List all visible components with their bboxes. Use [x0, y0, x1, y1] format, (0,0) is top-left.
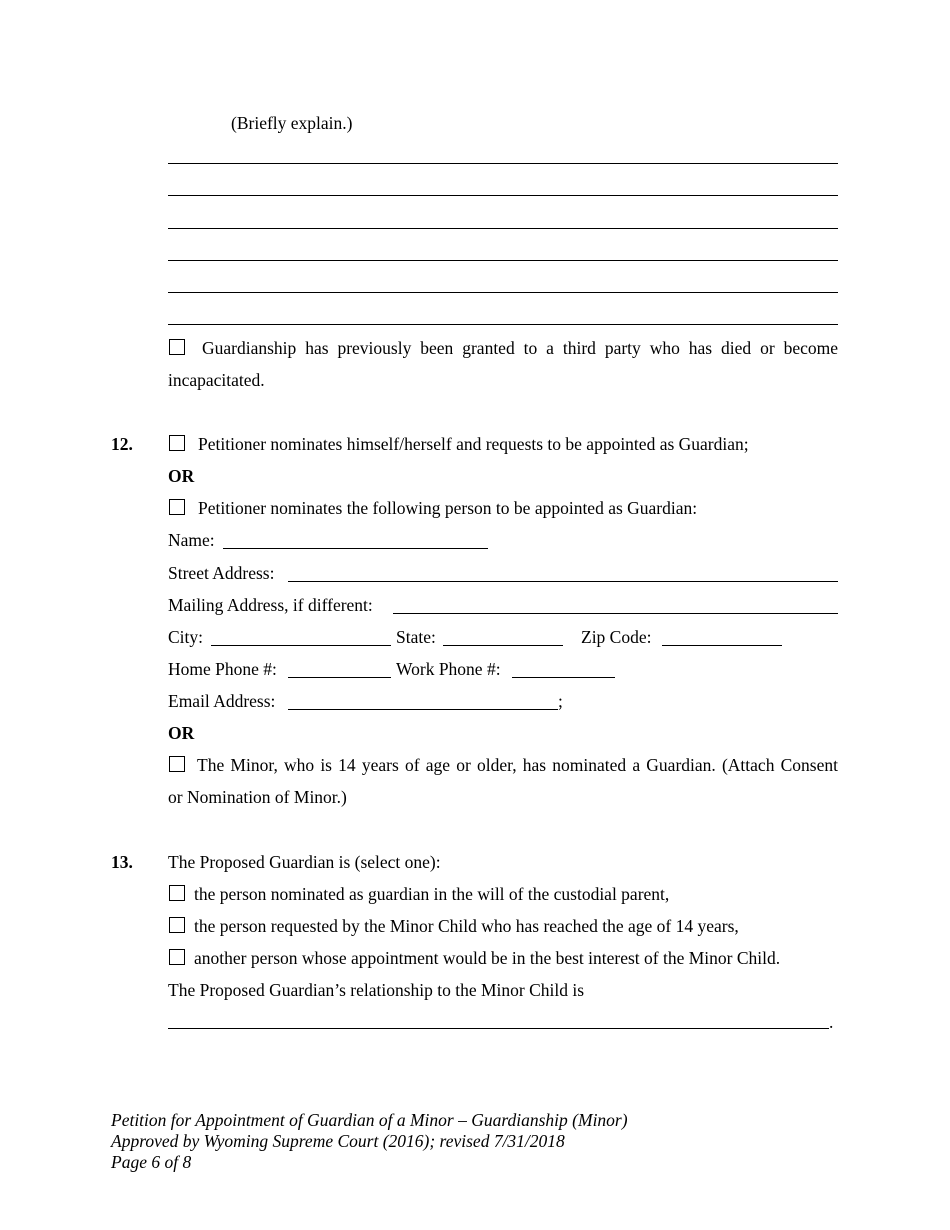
footer-form-title: Petition for Appointment of Guardian of a Minor – Guardianship (Minor): [111, 1110, 628, 1130]
email-suffix: ;: [558, 691, 563, 711]
option-best-interest-text: another person whose appointment would be in the best interest of the Minor Child.: [194, 948, 781, 968]
previously-granted-text-line1: Guardianship has previously been granted to a third party who has died or become: [202, 338, 838, 358]
email-address-field[interactable]: [288, 709, 558, 710]
minor-nominated-text-line2: or Nomination of Minor.): [168, 787, 347, 807]
zip-code-field[interactable]: [662, 645, 782, 646]
option-minor-request-checkbox[interactable]: [169, 917, 185, 933]
explain-line-4[interactable]: [168, 260, 838, 261]
mailing-address-label: Mailing Address, if different:: [168, 595, 373, 615]
explain-line-1[interactable]: [168, 163, 838, 164]
nominate-self-text: Petitioner nominates himself/herself and requests to be appointed as Guardian;: [198, 434, 749, 454]
or-separator-1: OR: [168, 466, 195, 486]
city-label: City:: [168, 627, 204, 647]
explain-line-6[interactable]: [168, 324, 838, 325]
email-address-label: Email Address:: [168, 691, 276, 711]
relationship-period: .: [829, 1012, 834, 1032]
nominate-other-text: Petitioner nominates the following person to be appointed as Guardian:: [198, 498, 698, 518]
option-will-checkbox[interactable]: [169, 885, 185, 901]
option-minor-request-text: the person requested by the Minor Child who has reached the age of 14 years,: [194, 916, 739, 936]
or-separator-2: OR: [168, 723, 195, 743]
state-field[interactable]: [443, 645, 563, 646]
home-phone-label: Home Phone #:: [168, 659, 277, 679]
home-phone-field[interactable]: [288, 677, 391, 678]
state-label: State:: [396, 627, 436, 647]
relationship-label: The Proposed Guardian’s relationship to the Minor Child is: [168, 980, 585, 1000]
footer-page-number: Page 6 of 8: [111, 1152, 192, 1172]
name-label: Name:: [168, 530, 215, 550]
work-phone-label: Work Phone #:: [396, 659, 501, 679]
explain-line-5[interactable]: [168, 292, 838, 293]
relationship-field[interactable]: [168, 1028, 829, 1029]
nominate-other-checkbox[interactable]: [169, 499, 185, 515]
zip-code-label: Zip Code:: [581, 627, 652, 647]
minor-nominated-checkbox[interactable]: [169, 756, 185, 772]
mailing-address-field[interactable]: [393, 613, 838, 614]
nominate-self-checkbox[interactable]: [169, 435, 185, 451]
footer-approval: Approved by Wyoming Supreme Court (2016); revised 7/31/2018: [111, 1131, 565, 1151]
explain-line-2[interactable]: [168, 195, 838, 196]
name-field[interactable]: [223, 548, 488, 549]
briefly-explain-label: (Briefly explain.): [231, 113, 353, 133]
work-phone-field[interactable]: [512, 677, 615, 678]
explain-line-3[interactable]: [168, 228, 838, 229]
previously-granted-text-line2: incapacitated.: [168, 370, 265, 390]
option-best-interest-checkbox[interactable]: [169, 949, 185, 965]
city-field[interactable]: [211, 645, 391, 646]
option-will-text: the person nominated as guardian in the will of the custodial parent,: [194, 884, 670, 904]
street-address-field[interactable]: [288, 581, 838, 582]
previously-granted-checkbox[interactable]: [169, 339, 185, 355]
street-address-label: Street Address:: [168, 563, 275, 583]
proposed-guardian-intro: The Proposed Guardian is (select one):: [168, 852, 441, 872]
section-13-number: 13.: [111, 852, 133, 872]
section-12-number: 12.: [111, 434, 133, 454]
minor-nominated-text-line1: The Minor, who is 14 years of age or older, has nominated a Guardian. (Attach Consent: [197, 755, 838, 775]
